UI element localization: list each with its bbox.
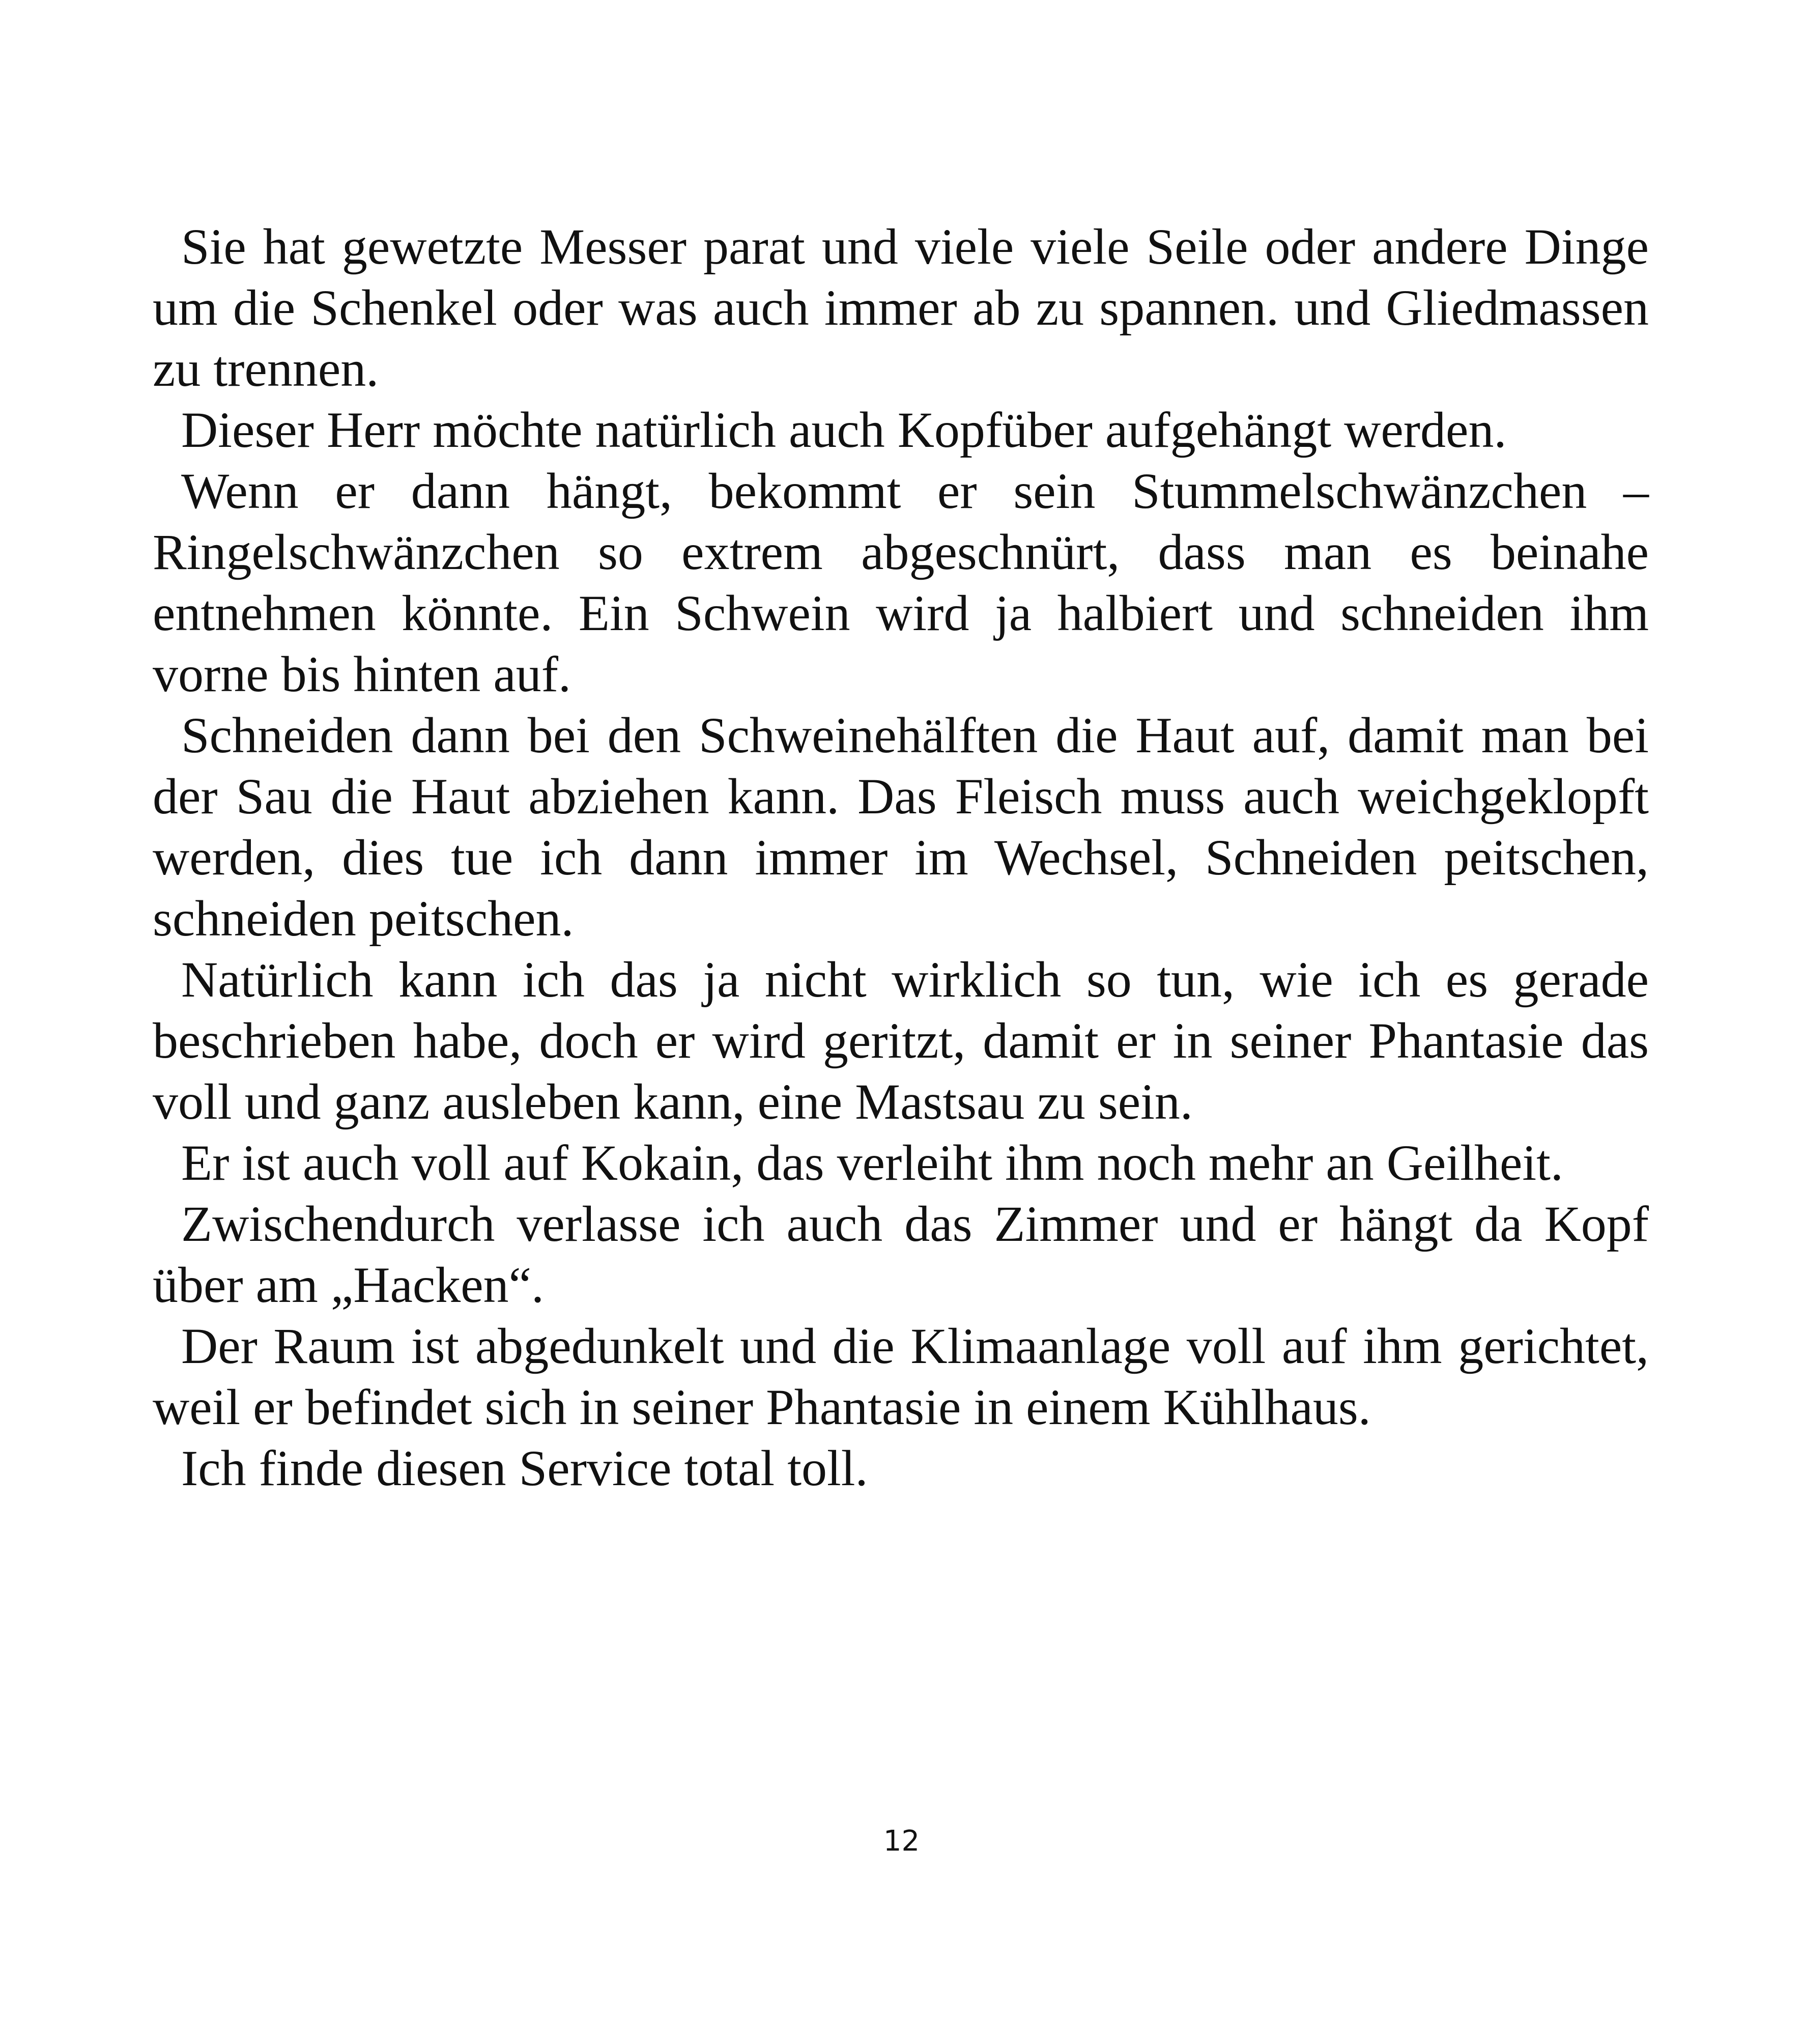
page-number: 12 <box>883 1825 920 1858</box>
paragraph: Wenn er dann hängt, bekommt er sein Stummelschwänzchen – Ringelschwänzchen so extrem abgeschnürt, dass man es beinahe entnehmen könnte. Ein Schwein wird ja halbiert und schneiden ihm vorne bis hinten auf. <box>153 463 1649 702</box>
paragraph: Ich finde diesen Service total toll. <box>181 1440 868 1496</box>
paragraph: Zwischendurch verlasse ich auch das Zimmer und er hängt da Kopf über am „Hacken“. <box>153 1196 1649 1313</box>
paragraph: Der Raum ist abgedunkelt und die Klimaanlage voll auf ihm gerichtet, weil er befindet sich in seiner Phantasie in einem Kühlhaus. <box>153 1318 1649 1435</box>
paragraph: Schneiden dann bei den Schweinehälften die Haut auf, damit man bei der Sau die Haut abziehen kann. Das Fleisch muss auch weichgeklopft werden, dies tue ich dann immer im Wechsel, Schneiden peitschen, schneiden peitschen. <box>153 707 1649 947</box>
paragraph: Dieser Herr möchte natürlich auch Kopfüber aufgehängt werden. <box>181 402 1507 458</box>
body-text <box>153 216 1649 1499</box>
paragraph: Sie hat gewetzte Messer parat und viele viele Seile oder andere Dinge um die Schenkel oder was auch immer ab zu spannen. und Gliedmassen zu trennen. <box>153 218 1649 397</box>
paragraph: Natürlich kann ich das ja nicht wirklich so tun, wie ich es gerade beschrieben habe, doch er wird geritzt, damit er in seiner Phantasie das voll und ganz ausleben kann, eine Mastsau zu sein. <box>153 951 1649 1130</box>
paragraph: Er ist auch voll auf Kokain, das verleiht ihm noch mehr an Geilheit. <box>181 1134 1563 1191</box>
